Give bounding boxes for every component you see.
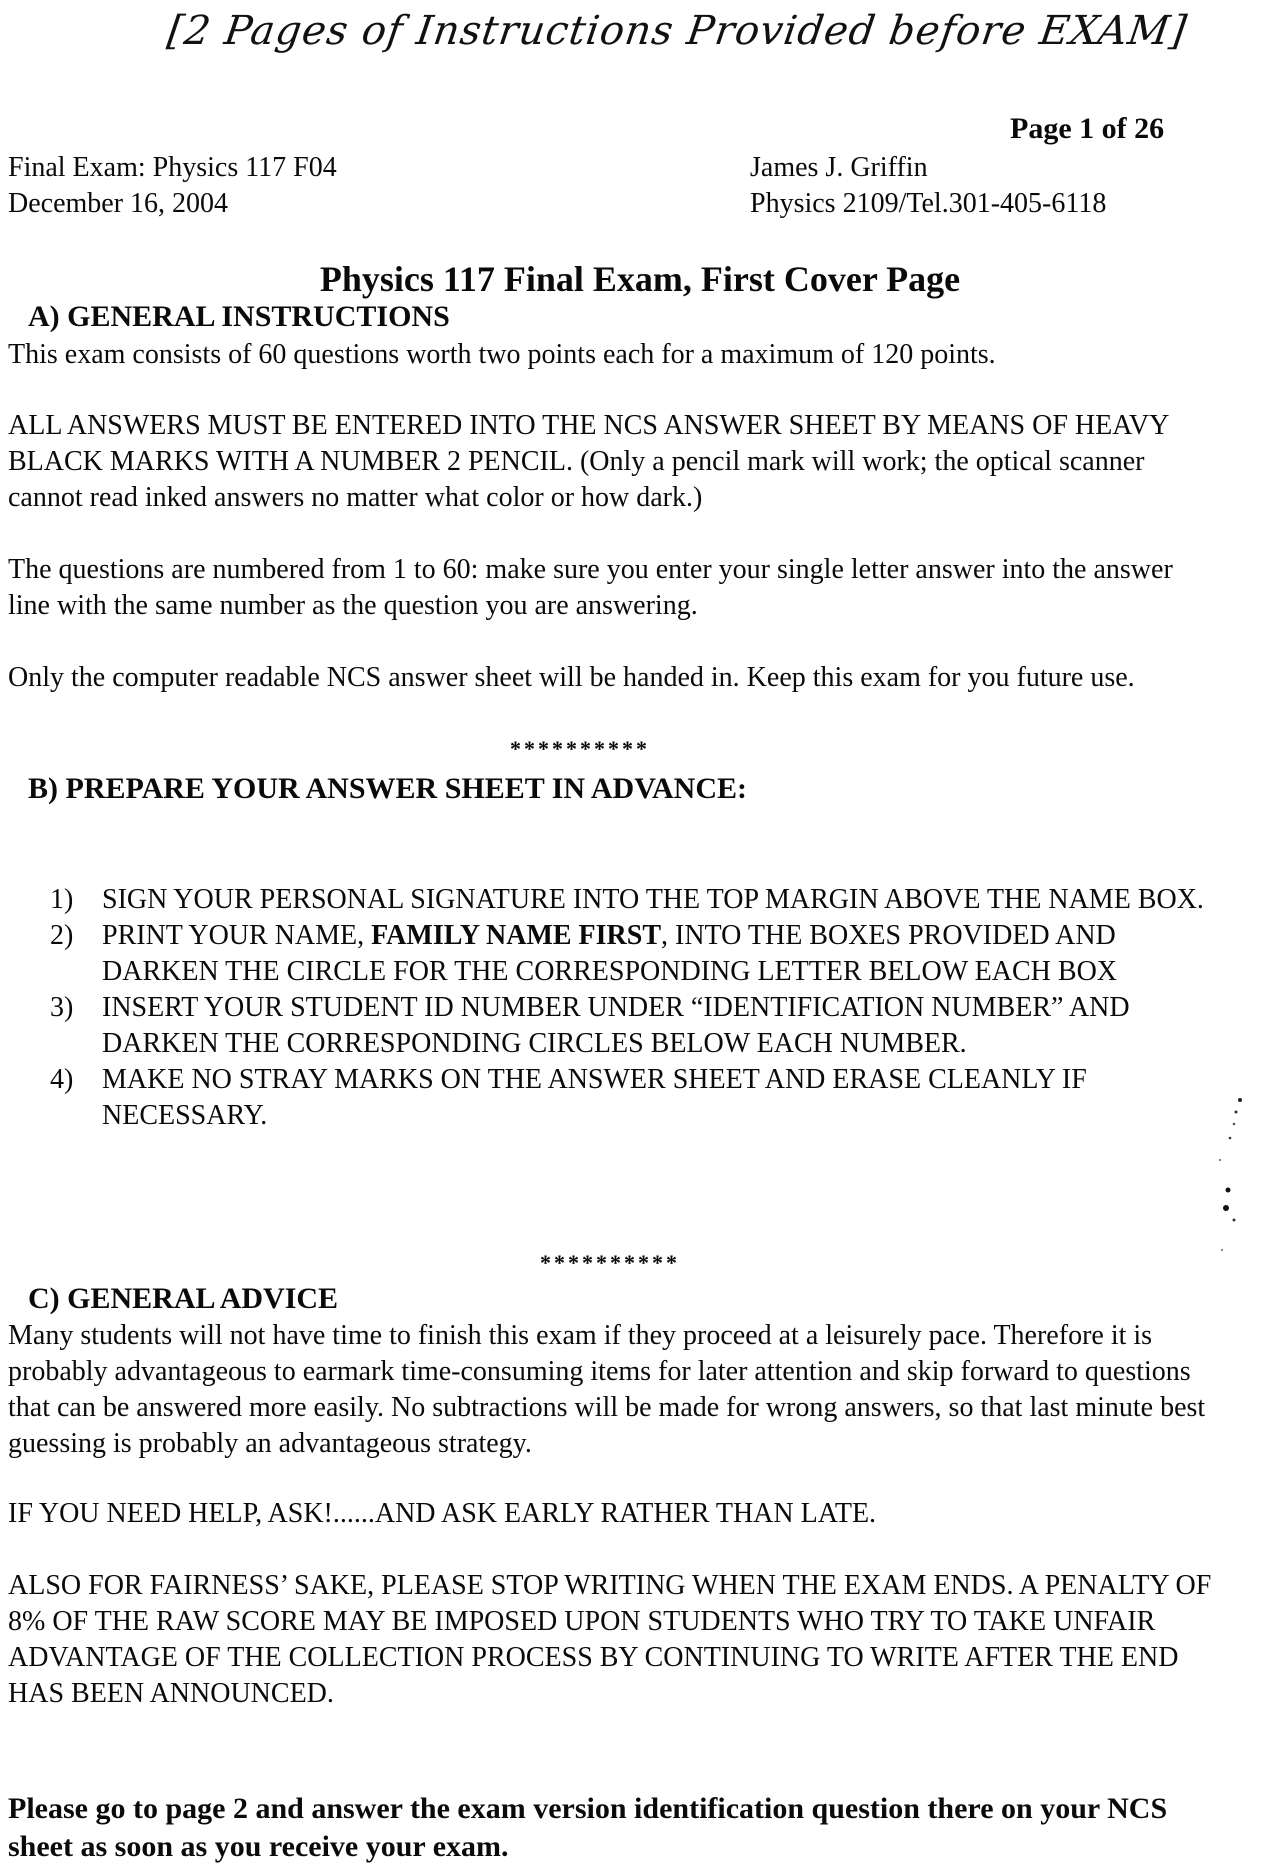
list-item-number: 3) [50,992,74,1023]
list-item-emphasis: FAMILY NAME FIRST [371,920,662,951]
course-title: Final Exam: Physics 117 F04 [8,152,337,183]
list-item-number: 1) [50,884,74,915]
section-a-paragraph-3: The questions are numbered from 1 to 60: make sure you enter your single letter answer into the answer line with the same number as the question you are answering. [8,554,1173,621]
separator-1: ********** [510,736,650,761]
instructor-name: James J. Griffin [750,152,928,183]
list-item [50,990,1220,1062]
handwritten-note: [2 Pages of Instructions Provided before EXAM] [164,8,1190,54]
page-title: Physics 117 Final Exam, First Cover Page [319,259,961,299]
instructor-contact: Physics 2109/Tel.301-405-6118 [750,188,1107,219]
section-c-heading: C) GENERAL ADVICE [28,1282,339,1315]
list-item-number: 2) [50,920,74,951]
list-item-text: INSERT YOUR STUDENT ID NUMBER UNDER “IDENTIFICATION NUMBER” AND DARKEN THE CORRESPONDING CIRCLES BELOW EACH NUMBER. [102,992,1130,1059]
page-number: Page 1 of 26 [1010,112,1165,145]
list-item-number: 4) [50,1064,74,1095]
section-b-heading: B) PREPARE YOUR ANSWER SHEET IN ADVANCE: [28,772,748,805]
exam-date: December 16, 2004 [8,188,229,219]
section-a-heading: A) GENERAL INSTRUCTIONS [28,300,450,333]
section-c-paragraph-1: Many students will not have time to finish this exam if they proceed at a leisurely pace. Therefore it is probably advantageous to earmark time-consuming items for later attention and skip forward to questions that can be answered more easily. No subtractions will be made for wrong answers, so that last minute best guessing is probably an advantageous strategy. [8,1320,1206,1459]
section-a-paragraph-2: ALL ANSWERS MUST BE ENTERED INTO THE NCS ANSWER SHEET BY MEANS OF HEAVY BLACK MARKS WITH A NUMBER 2 PENCIL. (Only a pencil mark will work; the optical scanner cannot read inked answers no matter what color or how dark.) [8,410,1169,513]
list-item-text: SIGN YOUR PERSONAL SIGNATURE INTO THE TOP MARGIN ABOVE THE NAME BOX. [102,884,1204,915]
list-item-text-end: , INTO THE BOXES PROVIDED AND DARKEN THE CIRCLE FOR THE CORRESPONDING LETTER BELOW EACH BOX [102,920,1118,987]
penalty-notice: ALSO FOR FAIRNESS’ SAKE, PLEASE STOP WRITING WHEN THE EXAM ENDS. A PENALTY OF 8% OF THE RAW SCORE MAY BE IMPOSED UPON STUDENTS WHO TRY TO TAKE UNFAIR ADVANTAGE OF THE COLLECTION PROCESS BY CONTINUING TO WRITE AFTER THE END HAS BEEN ANNOUNCED. [8,1570,1212,1709]
list-item [50,918,1220,990]
separator-2: ********** [540,1250,680,1275]
list-item-text [102,918,1220,990]
list-item [50,1062,1220,1134]
scan-specks-decoration [1200,1090,1260,1290]
list-item-text: MAKE NO STRAY MARKS ON THE ANSWER SHEET AND ERASE CLEANLY IF NECESSARY. [102,1064,1087,1131]
preparation-steps-list [50,882,1220,1134]
section-a-paragraph-1: This exam consists of 60 questions worth two points each for a maximum of 120 points. [8,339,996,370]
section-a-paragraph-4: Only the computer readable NCS answer sheet will be handed in. Keep this exam for you future use. [8,662,1135,693]
closing-instruction: Please go to page 2 and answer the exam version identification question there on your NCS sheet as soon as you receive your exam. [8,1792,1168,1863]
list-item [50,882,1220,918]
help-notice: IF YOU NEED HELP, ASK!......AND ASK EARLY RATHER THAN LATE. [8,1498,877,1529]
list-item-text-start: PRINT YOUR NAME, [102,920,372,951]
